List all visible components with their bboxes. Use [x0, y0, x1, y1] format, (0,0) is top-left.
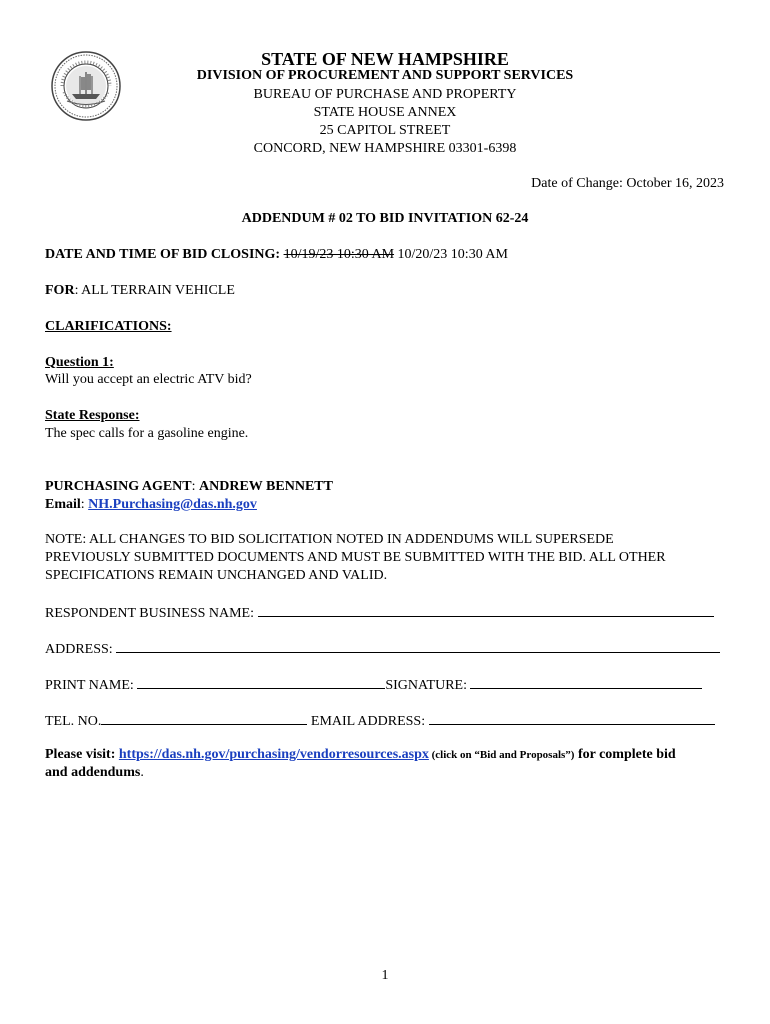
print-name-label: PRINT NAME:	[45, 678, 134, 693]
addendum-title: ADDENDUM # 02 TO BID INVITATION 62-24	[241, 211, 529, 226]
bid-closing-line	[45, 247, 508, 263]
visit-line-2	[45, 765, 144, 781]
bid-closing-label: DATE AND TIME OF BID CLOSING:	[45, 247, 281, 262]
visit-note: (click on “Bid and Proposals”)	[428, 749, 575, 761]
signature-field[interactable]	[470, 676, 702, 689]
page-number: 1	[381, 968, 389, 983]
for-label: FOR	[45, 283, 75, 298]
address-label: ADDRESS:	[45, 642, 113, 657]
print-name-row	[45, 676, 702, 694]
business-name-row	[45, 604, 714, 622]
note-line-1: NOTE: ALL CHANGES TO BID SOLICITATION NOTED IN ADDENDUMS WILL SUPERSEDE	[45, 532, 614, 547]
response-label: State Response:	[45, 408, 140, 423]
agent-email-separator: :	[80, 497, 89, 512]
bid-closing-new-value: 10/20/23 10:30 AM	[397, 247, 508, 262]
date-of-change: Date of Change: October 16, 2023	[531, 176, 724, 191]
visit-line-1	[45, 747, 676, 763]
for-line	[45, 283, 235, 299]
print-name-field[interactable]	[137, 676, 385, 689]
signature-label: SIGNATURE:	[385, 678, 467, 693]
agent-email-label: Email	[45, 497, 81, 512]
visit-suffix-2: and addendums	[45, 765, 141, 780]
tel-field[interactable]	[101, 712, 307, 725]
agent-label: PURCHASING AGENT	[45, 479, 192, 494]
address-field[interactable]	[116, 640, 720, 653]
for-value: : ALL TERRAIN VEHICLE	[74, 283, 235, 298]
note-line-3: SPECIFICATIONS REMAIN UNCHANGED AND VALID.	[45, 568, 388, 583]
agent-separator: :	[191, 479, 200, 494]
bureau-line: BUREAU OF PURCHASE AND PROPERTY	[253, 87, 517, 102]
visit-prefix: Please visit:	[45, 747, 119, 762]
tel-email-row	[45, 712, 715, 730]
agent-name: ANDREW BENNETT	[199, 479, 333, 494]
building-line: STATE HOUSE ANNEX	[313, 105, 457, 120]
address-row	[45, 640, 720, 658]
tel-label: TEL. NO.	[45, 714, 102, 729]
question-text: Will you accept an electric ATV bid?	[45, 372, 252, 387]
email-address-field[interactable]	[429, 712, 715, 725]
clarifications-heading: CLARIFICATIONS:	[45, 319, 172, 334]
street-line: 25 CAPITOL STREET	[319, 123, 451, 138]
business-name-label: RESPONDENT BUSINESS NAME:	[45, 606, 254, 621]
division-title: DIVISION OF PROCUREMENT AND SUPPORT SERVICES	[196, 68, 574, 83]
bid-closing-old-value: 10/19/23 10:30 AM	[283, 247, 395, 262]
city-line: CONCORD, NEW HAMPSHIRE 03301-6398	[253, 141, 517, 156]
email-address-label: EMAIL ADDRESS:	[310, 714, 426, 729]
response-text: The spec calls for a gasoline engine.	[45, 426, 249, 441]
state-title: STATE OF NEW HAMPSHIRE	[261, 49, 509, 69]
agent-email-line	[45, 497, 257, 513]
visit-period: .	[140, 765, 144, 780]
note-line-2: PREVIOUSLY SUBMITTED DOCUMENTS AND MUST BE SUBMITTED WITH THE BID. ALL OTHER	[45, 550, 666, 565]
vendor-resources-link[interactable]: https://das.nh.gov/purchasing/vendorresources.aspx	[118, 747, 429, 762]
question-label: Question 1:	[45, 355, 114, 370]
agent-email-link[interactable]: NH.Purchasing@das.nh.gov	[88, 497, 257, 512]
business-name-field[interactable]	[258, 604, 714, 617]
visit-suffix-1: for complete bid	[574, 747, 676, 762]
purchasing-agent-line	[45, 479, 333, 495]
